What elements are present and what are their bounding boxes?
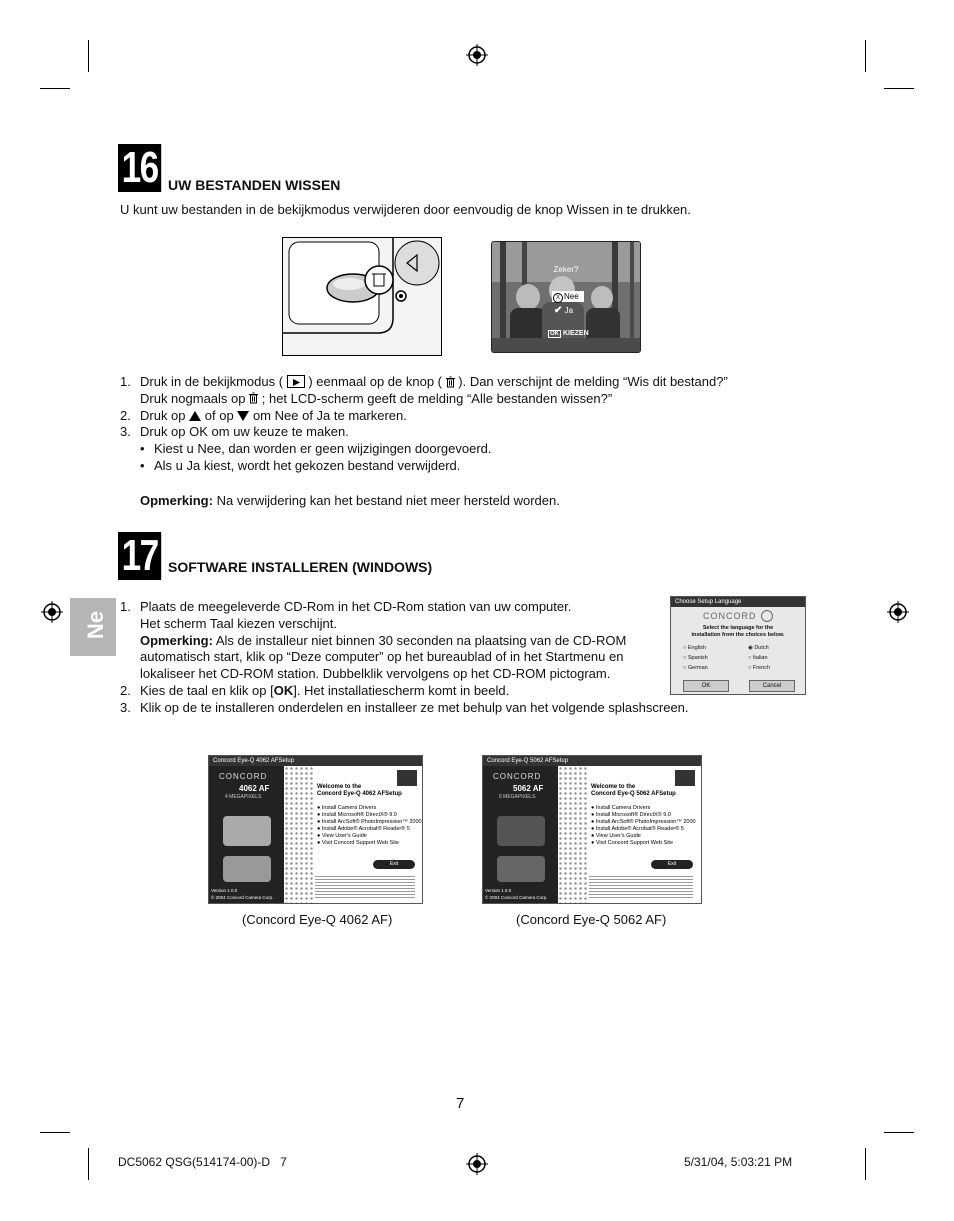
list-item bbox=[120, 599, 760, 683]
lcd-option-no[interactable] bbox=[552, 291, 584, 302]
lcd-option-no-label: Nee bbox=[564, 292, 579, 301]
crop-mark bbox=[884, 88, 914, 89]
dialog-brand: CONCORD bbox=[703, 611, 757, 621]
setup-welcome-2: Concord Eye-Q 4062 AFSetup bbox=[317, 791, 402, 797]
caption-4062: (Concord Eye-Q 4062 AF) bbox=[242, 912, 393, 927]
dialog-cancel-button[interactable]: Cancel bbox=[749, 680, 795, 692]
step-text: ). Dan verschijnt de melding “Wis dit bestand?” bbox=[458, 374, 728, 389]
setup-fineprint bbox=[315, 874, 415, 900]
lcd-ok-hint bbox=[548, 330, 589, 338]
step-text: Klik op de te installeren onderdelen en installeer ze met behulp van het volgende splashscreen. bbox=[140, 699, 689, 715]
dialog-instruction-1: Select the language for the bbox=[702, 625, 774, 631]
arrow-up-icon bbox=[189, 411, 201, 421]
list-item bbox=[120, 408, 800, 425]
setup-left-panel bbox=[483, 766, 558, 903]
x-circle-icon: X bbox=[553, 293, 563, 303]
steps-list-17 bbox=[120, 599, 760, 717]
menu-label: Install Microsoft® DirectX® 9.0 bbox=[595, 812, 671, 818]
menu-label: View User's Guide bbox=[595, 833, 641, 839]
lang-option[interactable]: ○ Italian bbox=[748, 655, 768, 661]
crop-mark bbox=[884, 1132, 914, 1133]
list-item bbox=[120, 424, 800, 474]
step-text: lokaliseer het CD-ROM station. Dubbelklik vervolgens op het CD-ROM pictogram. bbox=[140, 666, 611, 682]
step-text: Plaats de meegeleverde CD-Rom in het CD-Rom station van uw computer. bbox=[140, 599, 572, 614]
setup-brand: CONCORD bbox=[493, 772, 542, 781]
list-item bbox=[120, 700, 760, 717]
language-side-tab bbox=[70, 598, 116, 656]
step-text: Het scherm Taal kiezen verschijnt. bbox=[140, 615, 338, 631]
lang-option[interactable]: ○ French bbox=[748, 665, 770, 671]
footer-right: 5/31/04, 5:03:21 PM bbox=[684, 1155, 793, 1169]
lang-label: Spanish bbox=[687, 655, 708, 661]
step-num: 3. bbox=[120, 699, 131, 715]
step-text: Druk nogmaals op bbox=[140, 390, 246, 406]
step-text: ]. Het installatiescherm komt in beeld. bbox=[293, 682, 510, 698]
trash-icon bbox=[249, 392, 258, 404]
lang-label: English bbox=[687, 645, 706, 651]
registration-mark-icon bbox=[466, 1153, 488, 1175]
setup-copyright: © 2004 Concord Camera Corp. bbox=[485, 895, 548, 900]
note-16 bbox=[140, 492, 560, 509]
checkmark-icon: ✔ bbox=[554, 305, 563, 316]
lang-option[interactable]: ○ English bbox=[683, 645, 706, 651]
step-text: ; het LCD-scherm geeft de melding “Alle bestanden wissen?” bbox=[261, 390, 613, 406]
setup-left-panel bbox=[209, 766, 284, 903]
setup-welcome-1: Welcome to the bbox=[591, 784, 636, 790]
setup-menu bbox=[591, 784, 696, 847]
crop-mark bbox=[40, 1132, 70, 1133]
setup-copyright: © 2004 Concord Camera Corp. bbox=[211, 895, 274, 900]
setup-menu-item[interactable]: ● View User's Guide bbox=[317, 833, 367, 839]
side-tab-label: Ne bbox=[83, 610, 109, 640]
playback-icon bbox=[287, 375, 305, 388]
lang-label: German bbox=[687, 665, 708, 671]
camera-button-illustration bbox=[282, 237, 442, 356]
menu-label: Install Microsoft® DirectX® 9.0 bbox=[321, 812, 397, 818]
setup-model: 4062 AF bbox=[239, 784, 270, 793]
dialog-ok-button[interactable]: OK bbox=[683, 680, 729, 692]
setup-titlebar: Concord Eye-Q 4062 AFSetup bbox=[209, 756, 422, 766]
lang-label: Italian bbox=[752, 655, 768, 661]
trash-icon bbox=[446, 376, 455, 388]
lang-label: Dutch bbox=[754, 645, 769, 651]
lang-option[interactable]: ◉ Dutch bbox=[748, 645, 769, 651]
step-text: Druk op OK om uw keuze te maken. bbox=[140, 424, 349, 440]
setup-screenshot-4062 bbox=[208, 755, 423, 904]
setup-menu-item[interactable]: ● Install Camera Drivers bbox=[591, 805, 651, 811]
registration-mark-icon bbox=[887, 601, 909, 623]
setup-menu-item[interactable]: ● Install Adobe® Acrobat® Reader® 5 bbox=[317, 826, 410, 832]
lang-label: French bbox=[752, 665, 770, 671]
arrow-down-icon bbox=[237, 411, 249, 421]
step-number-17: 17 bbox=[118, 532, 161, 580]
setup-model: 5062 AF bbox=[513, 784, 544, 793]
menu-label: Visit Concord Support Web Site bbox=[595, 840, 674, 846]
bullet-text: Kiest u Nee, dan worden er geen wijzigingen doorgevoerd. bbox=[154, 441, 492, 457]
camera-back-drawing bbox=[283, 238, 441, 355]
steps-list-16 bbox=[120, 374, 800, 475]
menu-label: Install Camera Drivers bbox=[321, 805, 377, 811]
menu-label: Visit Concord Support Web Site bbox=[321, 840, 400, 846]
menu-label: View User's Guide bbox=[321, 833, 367, 839]
setup-version: Version 1.0.0 bbox=[485, 888, 512, 893]
lang-option[interactable]: ○ German bbox=[683, 665, 708, 671]
step-num: 1. bbox=[120, 599, 131, 614]
step-num: 1. bbox=[120, 374, 131, 389]
setup-menu-item[interactable]: ● Install Adobe® Acrobat® Reader® 5 bbox=[591, 826, 684, 832]
footer-left: DC5062 QSG(514174-00)-D 7 bbox=[118, 1155, 287, 1169]
step-num: 2. bbox=[120, 682, 131, 698]
setup-menu-item[interactable]: ● Install Camera Drivers bbox=[317, 805, 377, 811]
menu-label: Install Adobe® Acrobat® Reader® 5 bbox=[321, 826, 410, 832]
dialog-titlebar: Choose Setup Language bbox=[671, 597, 805, 607]
step-text: Druk op bbox=[140, 407, 186, 423]
setup-menu-item[interactable]: ● Install ArcSoft® PhotoImpression™ 2000 bbox=[317, 819, 422, 825]
caption-5062: (Concord Eye-Q 5062 AF) bbox=[516, 912, 667, 927]
bullet-item: • Als u Ja kiest, wordt het gekozen bestand verwijderd. bbox=[140, 457, 461, 473]
bullet-item: • Kiest u Nee, dan worden er geen wijzigingen doorgevoerd. bbox=[140, 441, 492, 457]
setup-welcome-2: Concord Eye-Q 5062 AFSetup bbox=[591, 791, 676, 797]
camera-image-icon bbox=[497, 816, 545, 846]
section-title-17: SOFTWARE INSTALLEREN (WINDOWS) bbox=[168, 559, 433, 575]
lang-option[interactable]: ○ Spanish bbox=[683, 655, 708, 661]
crop-mark bbox=[865, 40, 866, 72]
dialog-instruction-2: installation from the choices below. bbox=[691, 632, 785, 638]
setup-megapixels: 5 MEGAPIXELS bbox=[499, 794, 536, 800]
camera-image-icon bbox=[497, 856, 545, 882]
setup-screenshot-5062 bbox=[482, 755, 702, 904]
step-text: ) eenmaal op de knop ( bbox=[308, 374, 443, 389]
crop-mark bbox=[40, 88, 70, 89]
step-text: Druk in de bekijkmodus ( bbox=[140, 374, 284, 389]
setup-dot-pattern bbox=[558, 766, 588, 903]
ok-label: KIEZEN bbox=[562, 330, 589, 337]
language-dialog-screenshot bbox=[670, 596, 806, 695]
bullet-text: Als u Ja kiest, wordt het gekozen bestand verwijderd. bbox=[154, 457, 461, 473]
menu-label: Install ArcSoft® PhotoImpression™ 2000 bbox=[595, 819, 696, 825]
setup-menu-item[interactable]: ● Visit Concord Support Web Site bbox=[591, 840, 674, 846]
setup-exit-button[interactable]: Exit bbox=[651, 860, 693, 869]
setup-menu-item[interactable]: ● View User's Guide bbox=[591, 833, 641, 839]
step-text: automatisch start, klik op “Deze computer” op het bureaublad of in het Startmenu en bbox=[140, 649, 624, 665]
step-num: 2. bbox=[120, 407, 131, 423]
ok-text: OK bbox=[273, 682, 294, 698]
setup-welcome-1: Welcome to the bbox=[317, 784, 362, 790]
menu-label: Install Adobe® Acrobat® Reader® 5 bbox=[595, 826, 684, 832]
list-item bbox=[120, 374, 800, 408]
section-intro-16: U kunt uw bestanden in de bekijkmodus verwijderen door eenvoudig de knop Wissen in te drukken. bbox=[120, 202, 691, 217]
registration-mark-icon bbox=[466, 44, 488, 66]
setup-exit-button[interactable]: Exit bbox=[373, 860, 415, 869]
crop-mark bbox=[88, 40, 89, 72]
step-text: om Nee of Ja te markeren. bbox=[252, 407, 407, 423]
list-item bbox=[120, 683, 760, 700]
step-num: 3. bbox=[120, 424, 131, 440]
camera-image-icon bbox=[223, 816, 271, 846]
ok-badge: OK bbox=[550, 331, 559, 337]
step-text: Kies de taal en klik op [ bbox=[140, 682, 274, 698]
registration-mark-icon bbox=[41, 601, 63, 623]
step-text: of op bbox=[204, 407, 234, 423]
setup-titlebar: Concord Eye-Q 5062 AFSetup bbox=[483, 756, 701, 766]
setup-menu bbox=[317, 784, 422, 847]
setup-brand: CONCORD bbox=[219, 772, 268, 781]
lcd-prompt: Zeker? bbox=[553, 265, 579, 274]
setup-fineprint bbox=[589, 874, 693, 900]
menu-label: Install ArcSoft® PhotoImpression™ 2000 bbox=[321, 819, 422, 825]
lcd-option-yes[interactable] bbox=[554, 305, 573, 316]
setup-menu-item[interactable]: ● Install Microsoft® DirectX® 9.0 bbox=[591, 812, 671, 818]
step-text: Als de installeur niet binnen 30 seconden na plaatsing van de CD-ROM bbox=[215, 632, 627, 648]
setup-version: Version 1.0.0 bbox=[211, 888, 238, 893]
menu-label: Install Camera Drivers bbox=[595, 805, 651, 811]
page-number: 7 bbox=[456, 1095, 465, 1112]
lcd-screen-preview bbox=[491, 241, 641, 353]
crop-mark bbox=[88, 1148, 89, 1180]
note-label: Opmerking: bbox=[140, 493, 213, 508]
note-text: Na verwijdering kan het bestand niet meer hersteld worden. bbox=[216, 493, 560, 508]
setup-megapixels: 4 MEGAPIXELS bbox=[225, 794, 262, 800]
lcd-option-yes-label: Ja bbox=[564, 306, 574, 315]
note-label: Opmerking: bbox=[140, 632, 213, 648]
step-number-16: 16 bbox=[118, 144, 161, 192]
dialog-logo-icon bbox=[761, 610, 773, 622]
setup-menu-item[interactable]: ● Install ArcSoft® PhotoImpression™ 2000 bbox=[591, 819, 696, 825]
setup-menu-item[interactable]: ● Visit Concord Support Web Site bbox=[317, 840, 400, 846]
setup-dot-pattern bbox=[284, 766, 314, 903]
camera-image-icon bbox=[223, 856, 271, 882]
section-title-16: UW BESTANDEN WISSEN bbox=[168, 177, 341, 193]
crop-mark bbox=[865, 1148, 866, 1180]
setup-menu-item[interactable]: ● Install Microsoft® DirectX® 9.0 bbox=[317, 812, 397, 818]
